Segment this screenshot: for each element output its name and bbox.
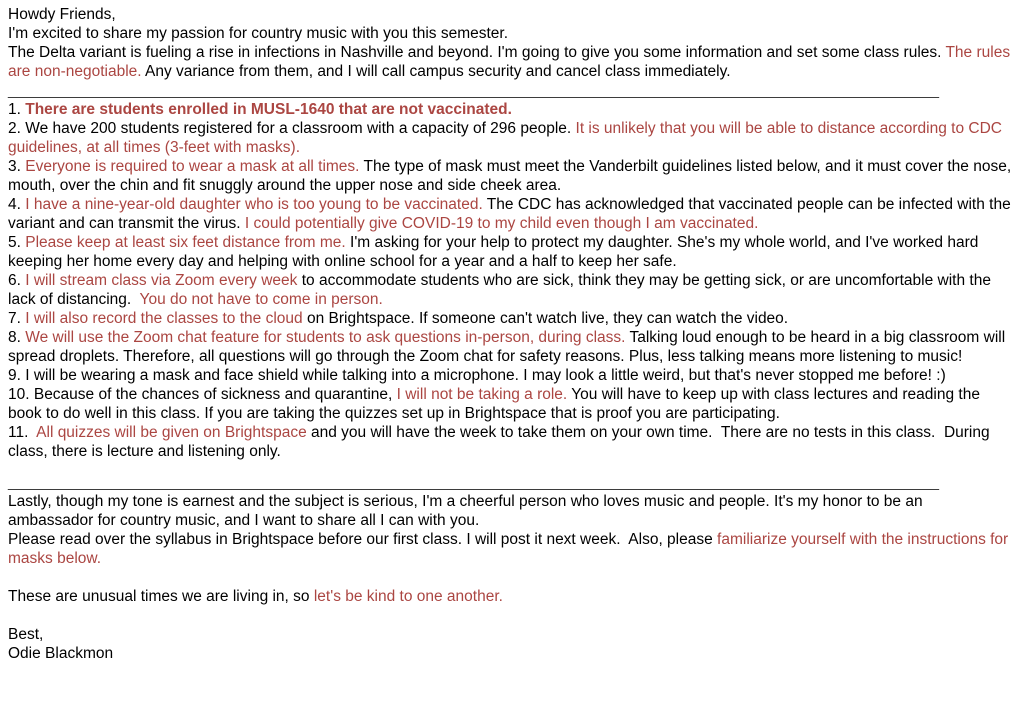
text-run: 5. xyxy=(8,234,26,251)
intro-line xyxy=(8,24,1012,43)
highlight-run: Everyone is required to wear a mask at all times. xyxy=(25,158,360,175)
text-run: Please read over the syllabus in Brightspace before our first class. I will post it next week. Also, please xyxy=(8,531,718,548)
text-run: You will have to keep up with class lectures and reading the book to do well in this class. If you are taking the quizzes set up in Brightspace that is proof you are participating. xyxy=(8,386,985,422)
underscore-divider: ____________________________________________________________________________________________________________ xyxy=(8,474,939,491)
signature-name xyxy=(8,644,1012,663)
kindness-line xyxy=(8,587,1012,606)
highlight-run: It is unlikely that you will be able to distance according to CDC guidelines, at all times (3-feet with masks). xyxy=(8,120,1007,156)
highlight-run: I could potentially give COVID-19 to my child even though I am vaccinated. xyxy=(244,215,759,232)
text-run: on Brightspace. If someone can't watch live, they can watch the video. xyxy=(302,310,789,327)
text-run: I'm excited to share my passion for country music with you this semester. xyxy=(8,25,509,42)
highlight-run: familiarize yourself with the instructions for masks below. xyxy=(8,531,1013,567)
highlight-run: We will use the Zoom chat feature for students to ask questions in-person, during class. xyxy=(25,329,626,346)
text-run: Any variance from them, and I will call campus security and cancel class immediately. xyxy=(141,63,731,80)
text-run: 4. xyxy=(8,196,26,213)
rule-item-9 xyxy=(8,366,1012,385)
text-run: 7. xyxy=(8,310,26,327)
text-run: I'm asking for your help to protect my daughter. She's my whole world, and I've worked hard keeping her home every day and helping with online school for a year and a half to keep her safe. xyxy=(8,234,983,270)
text-run: Best, xyxy=(8,626,44,643)
divider-line-bottom xyxy=(8,473,1012,492)
text-run: 2. We have 200 students registered for a classroom with a capacity of 296 people. xyxy=(8,120,576,137)
syllabus-note xyxy=(8,530,1012,568)
text-run: 10. Because of the chances of sickness and quarantine, xyxy=(8,386,397,403)
divider-line-top xyxy=(8,81,1012,100)
highlight-run: let's be kind to one another. xyxy=(313,588,503,605)
signoff xyxy=(8,625,1012,644)
rule-item-7 xyxy=(8,309,1012,328)
greeting-line xyxy=(8,5,1012,24)
rule-item-3 xyxy=(8,157,1016,195)
rule-item-1 xyxy=(8,100,1012,119)
text-run: 9. I will be wearing a mask and face shield while talking into a microphone. I may look a little weird, but that's never stopped me before! :) xyxy=(8,367,946,384)
text-run: 8. xyxy=(8,329,26,346)
rule-item-6 xyxy=(8,271,1012,309)
highlight-run: I will stream class via Zoom every week xyxy=(25,272,298,289)
text-run: Odie Blackmon xyxy=(8,645,114,662)
rule-item-8 xyxy=(8,328,1012,366)
text-run: Lastly, though my tone is earnest and the subject is serious, I'm a cheerful person who loves music and people. It's my honor to be an ambassador for country music, and I want to share all I can with you. xyxy=(8,493,927,529)
highlight-run: The rules are non-negotiable. xyxy=(8,44,1015,80)
highlight-run: Please keep at least six feet distance from me. xyxy=(25,234,346,251)
text-run: and you will have the week to take them on your own time. There are no tests in this class. During class, there is lecture and listening only. xyxy=(8,424,994,460)
underscore-divider: ____________________________________________________________________________________________________________ xyxy=(8,82,939,99)
bold-highlight-run: There are students enrolled in MUSL-1640 that are not vaccinated. xyxy=(25,101,512,118)
text-run: Howdy Friends, xyxy=(8,6,116,23)
text-run: 6. xyxy=(8,272,26,289)
text-run: The type of mask must meet the Vanderbilt guidelines listed below, and it must cover the nose, mouth, over the chin and fit snuggly around the upper nose and side cheek area. xyxy=(8,158,1016,194)
highlight-run: I will also record the classes to the cloud xyxy=(25,310,303,327)
text-run: These are unusual times we are living in, so xyxy=(8,588,314,605)
closing-paragraph xyxy=(8,492,1012,530)
highlight-run: You do not have to come in person. xyxy=(139,291,383,308)
rule-item-10 xyxy=(8,385,1012,423)
text-run: Talking loud enough to be heard in a big classroom will spread droplets. Therefore, all questions will go through the Zoom chat for safety reasons. Plus, less talking means more listening to music! xyxy=(8,329,1010,365)
rule-item-5 xyxy=(8,233,1012,271)
text-run: The Delta variant is fueling a rise in infections in Nashville and beyond. I'm going to give you some information and set some class rules. xyxy=(8,44,946,61)
text-run: 11. xyxy=(8,424,37,441)
rule-item-11 xyxy=(8,423,1012,461)
text-run: to accommodate students who are sick, think they may be getting sick, or are uncomfortable with the lack of distancing. xyxy=(8,272,996,308)
text-run: The CDC has acknowledged that vaccinated people can be infected with the variant and can transmit the virus. xyxy=(8,196,1016,232)
highlight-run: I have a nine-year-old daughter who is too young to be vaccinated. xyxy=(25,196,483,213)
rule-item-2 xyxy=(8,119,1012,157)
highlight-run: I will not be taking a role. xyxy=(396,386,568,403)
intro-paragraph xyxy=(8,43,1015,81)
rule-item-4 xyxy=(8,195,1016,233)
text-run: 3. xyxy=(8,158,26,175)
text-run: 1. xyxy=(8,101,26,118)
highlight-run: All quizzes will be given on Brightspace xyxy=(36,424,307,441)
